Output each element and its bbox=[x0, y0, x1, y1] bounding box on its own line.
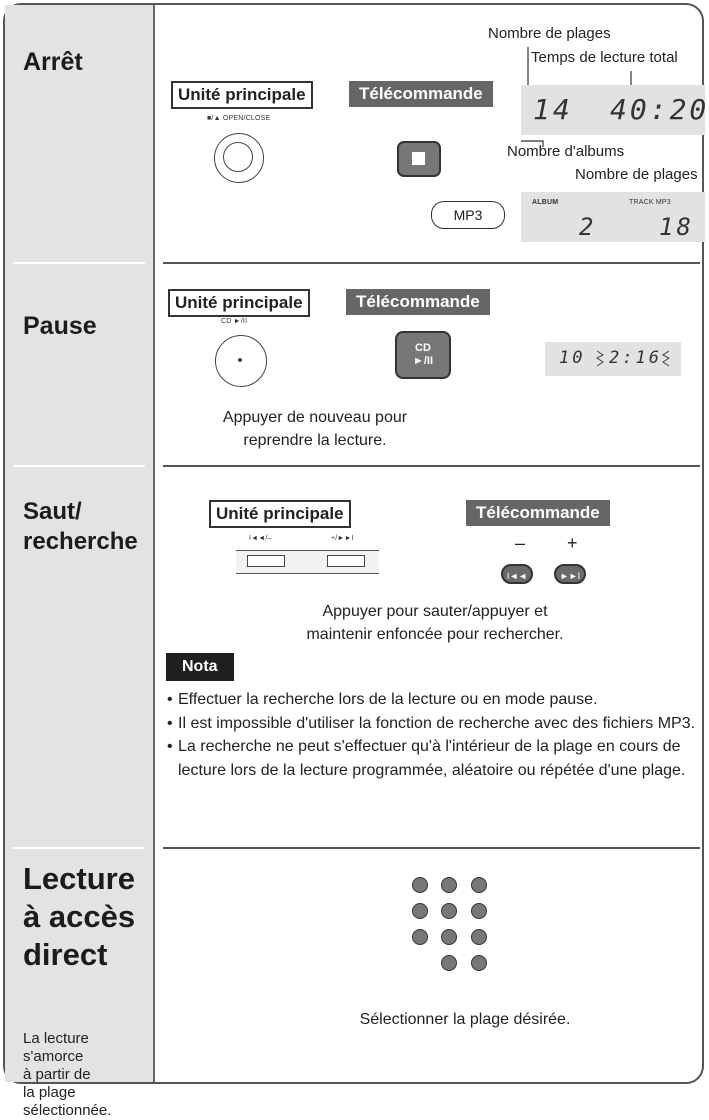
note-item: • Il est impossible d'utiliser la fonction de recherche avec des fichiers MP3. bbox=[167, 712, 707, 736]
divider bbox=[13, 847, 145, 849]
label-nombre-de-plages-mp3: Nombre de plages bbox=[575, 166, 698, 183]
pause-track-number: 10 bbox=[559, 348, 586, 368]
stop-total-time: 40:20 bbox=[610, 93, 709, 126]
numeric-key[interactable] bbox=[441, 929, 457, 945]
divider bbox=[163, 847, 700, 849]
nota-badge: Nota bbox=[166, 653, 234, 681]
divider bbox=[163, 262, 700, 264]
remote-label: Télécommande bbox=[466, 500, 610, 526]
remote-label: Télécommande bbox=[349, 81, 493, 107]
center-dot bbox=[238, 358, 242, 362]
nota-list bbox=[167, 688, 707, 782]
numeric-key[interactable] bbox=[412, 903, 428, 919]
section-title-arret: Arrêt bbox=[23, 48, 83, 76]
section-title-pause: Pause bbox=[23, 312, 97, 340]
note-line: sélectionnée. bbox=[23, 1102, 112, 1119]
numeric-key[interactable] bbox=[471, 929, 487, 945]
select-track-text: Sélectionner la plage désirée. bbox=[359, 1011, 571, 1028]
main-unit-label: Unité principale bbox=[168, 289, 310, 317]
title-line: Saut/ bbox=[23, 498, 82, 525]
mp3-album-count: 2 bbox=[579, 213, 597, 241]
numeric-key[interactable] bbox=[471, 955, 487, 971]
plus-label: + bbox=[567, 533, 578, 553]
open-close-button[interactable] bbox=[214, 133, 264, 183]
cd-button-label-bottom: ►/II bbox=[412, 355, 434, 367]
title-line: recherche bbox=[23, 528, 138, 555]
skip-back-remote-button[interactable] bbox=[501, 564, 533, 584]
skip-back-icon: I◄◄ bbox=[506, 571, 528, 581]
text-line: maintenir enfoncée pour rechercher. bbox=[306, 626, 564, 643]
note-item: • Effectuer la recherche lors de la lecture ou en mode pause. bbox=[167, 688, 707, 712]
stop-icon bbox=[412, 152, 425, 165]
section-title-lecture bbox=[23, 860, 135, 974]
numeric-key[interactable] bbox=[441, 955, 457, 971]
numeric-key[interactable] bbox=[471, 877, 487, 893]
label-nombre-de-plages: Nombre de plages bbox=[488, 25, 611, 42]
note-line: La lecture bbox=[23, 1030, 89, 1047]
mp3-button[interactable]: MP3 bbox=[431, 201, 505, 229]
skip-back-unit-button[interactable] bbox=[247, 555, 285, 567]
instruction-panel bbox=[3, 3, 709, 1119]
note-line: s'amorce bbox=[23, 1048, 84, 1065]
numeric-key[interactable] bbox=[441, 903, 457, 919]
text-line: reprendre la lecture. bbox=[243, 432, 387, 449]
skip-forward-label: +/►►I bbox=[331, 535, 354, 542]
album-indicator: ALBUM bbox=[532, 199, 559, 206]
skip-back-label: I◄◄/– bbox=[249, 535, 272, 542]
divider bbox=[163, 465, 700, 467]
label-nombre-albums: Nombre d'albums bbox=[507, 143, 625, 160]
cd-play-pause-label: CD ►/II bbox=[221, 318, 248, 325]
title-line: direct bbox=[23, 937, 108, 972]
label-temps-total: Temps de lecture total bbox=[531, 49, 678, 66]
title-line: à accès bbox=[23, 899, 136, 934]
cd-play-pause-unit-button[interactable] bbox=[215, 335, 267, 387]
main-unit-label: Unité principale bbox=[209, 500, 351, 528]
section-title-saut bbox=[23, 497, 138, 557]
remote-label: Télécommande bbox=[346, 289, 490, 315]
column-divider bbox=[153, 5, 155, 1082]
cd-button-label-top: CD bbox=[415, 342, 431, 354]
title-line: Lecture bbox=[23, 861, 135, 896]
numeric-key[interactable] bbox=[412, 929, 428, 945]
text-line: Appuyer pour sauter/appuyer et bbox=[322, 603, 548, 620]
main-unit-label: Unité principale bbox=[171, 81, 313, 109]
skip-forward-remote-button[interactable] bbox=[554, 564, 586, 584]
divider bbox=[13, 465, 145, 467]
track-mp3-indicator: TRACK MP3 bbox=[629, 199, 671, 206]
lecture-side-note bbox=[23, 1030, 111, 1120]
numeric-key[interactable] bbox=[412, 877, 428, 893]
pause-resume-text bbox=[175, 406, 455, 452]
stop-button[interactable] bbox=[397, 141, 441, 177]
cd-play-pause-remote-button[interactable] bbox=[395, 331, 451, 379]
numeric-key[interactable] bbox=[471, 903, 487, 919]
open-close-label: ■/▲ OPEN/CLOSE bbox=[207, 115, 271, 122]
note-item: • La recherche ne peut s'effectuer qu'à l'intérieur de la plage en cours de lecture lors de la lecture programmée, aléatoire ou répétée d'une plage. bbox=[167, 735, 707, 782]
note-line: à partir de bbox=[23, 1066, 91, 1083]
open-close-inner-ring bbox=[223, 142, 253, 172]
mp3-track-count: 18 bbox=[659, 213, 694, 241]
numeric-key[interactable] bbox=[441, 877, 457, 893]
skip-instructions bbox=[235, 600, 635, 646]
minus-label: – bbox=[515, 533, 526, 553]
pause-elapsed-time: 2:16 bbox=[609, 348, 662, 368]
stop-track-count: 14 bbox=[533, 93, 573, 126]
text-line: Appuyer de nouveau pour bbox=[222, 409, 408, 426]
blinking-indicator bbox=[585, 343, 681, 375]
skip-forward-unit-button[interactable] bbox=[327, 555, 365, 567]
note-line: la plage bbox=[23, 1084, 76, 1101]
divider bbox=[13, 262, 145, 264]
skip-forward-icon: ►►I bbox=[559, 571, 581, 581]
